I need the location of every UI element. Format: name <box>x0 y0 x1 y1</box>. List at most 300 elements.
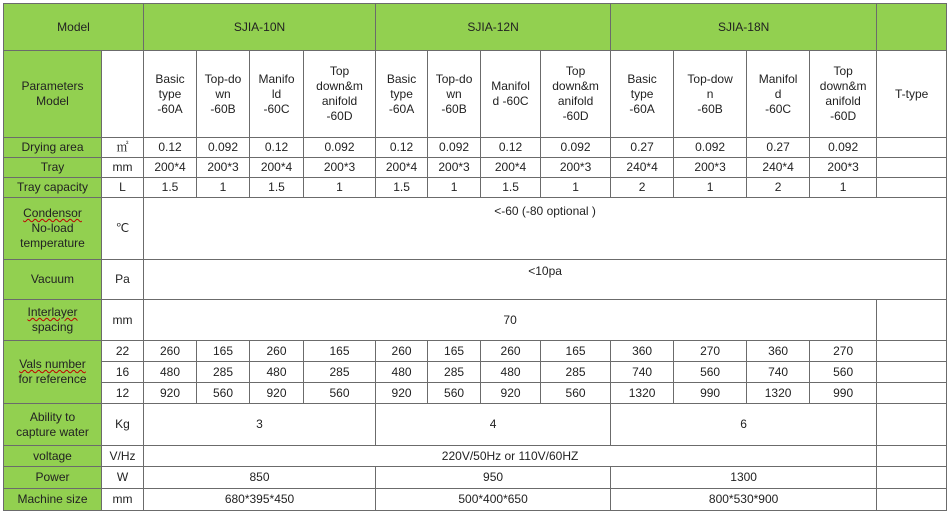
vacuum-value-text: <10pa <box>528 264 562 278</box>
drying-area-value <box>810 138 877 158</box>
voltage-value-text: 220V/50Hz or 110V/60HZ <box>441 448 579 463</box>
tray-label-text: Tray <box>40 160 65 174</box>
vial-count-text: 920 <box>266 385 287 400</box>
tray-value <box>481 158 541 178</box>
vial-count-text: 285 <box>444 364 465 379</box>
tray-value-text: 200*3 <box>827 160 859 174</box>
vial-count-text: 480 <box>500 364 521 379</box>
vial-count <box>376 341 428 362</box>
vial-count-text: 360 <box>768 343 789 358</box>
variant-label-line: Manifol <box>758 71 798 86</box>
drying-area-value-text: 0.27 <box>630 140 654 154</box>
vial-count <box>428 383 481 404</box>
tray-capacity-t-empty <box>877 178 947 198</box>
vial-count <box>376 362 428 383</box>
vial-count-text: 165 <box>444 343 465 358</box>
model-name: SJIA-18N <box>717 19 770 34</box>
machine-size-value-text: 680*395*450 <box>224 492 295 506</box>
variant-label-line: Top <box>565 64 586 78</box>
tray-value <box>197 158 250 178</box>
capture-water-label <box>4 404 102 446</box>
tray-value-text: 200*4 <box>260 160 293 174</box>
condensor-label-line: temperature <box>20 236 85 250</box>
tray-capacity-value <box>541 178 611 198</box>
vial-count-text: 480 <box>391 364 412 379</box>
capture-water-value <box>144 404 376 446</box>
variant-label-line: Manifol <box>491 79 530 93</box>
tray-unit-text: mm <box>112 160 133 174</box>
vials-t-empty <box>877 341 947 362</box>
vial-count-text: 560 <box>565 385 586 400</box>
vial-size-text: 12 <box>115 385 130 400</box>
vial-count <box>747 383 810 404</box>
tray-value <box>144 158 197 178</box>
params-label <box>4 51 102 138</box>
vial-count <box>541 383 611 404</box>
variant-3 <box>304 51 376 138</box>
table-row <box>4 446 947 467</box>
interlayer-label <box>4 300 102 341</box>
variant-label-line: -60A <box>629 101 655 116</box>
vial-size-text: 16 <box>115 364 130 379</box>
power-label-text: Power <box>35 470 70 484</box>
drying-area-value-text: 0.12 <box>264 140 289 154</box>
variant-label-line: wn <box>215 86 231 101</box>
variant-11 <box>810 51 877 138</box>
tray-value-text: 200*3 <box>323 160 356 174</box>
vial-count <box>481 341 541 362</box>
tray-value-text: 240*4 <box>762 160 794 174</box>
variant-label-line: Basic <box>386 71 417 86</box>
vial-count <box>747 362 810 383</box>
variant-6 <box>481 51 541 138</box>
vial-count <box>674 383 747 404</box>
table-row <box>4 341 947 362</box>
power-value <box>144 467 376 489</box>
machine-size-value-text: 500*400*650 <box>458 492 528 506</box>
variant-label-line: -60D <box>562 109 589 123</box>
power-value-text: 850 <box>249 470 270 484</box>
capture-water-value <box>376 404 611 446</box>
condensor-value-text: <-60 (-80 optional ) <box>494 204 596 218</box>
machine-size-unit <box>102 489 144 511</box>
vial-count <box>674 341 747 362</box>
power-value <box>376 467 611 489</box>
tray-capacity-label-text: Tray capacity <box>17 180 88 194</box>
vial-count-text: 165 <box>565 343 586 358</box>
vial-count <box>541 362 611 383</box>
drying-area-label-text: Drying area <box>21 140 84 154</box>
tray-value-text: 200*4 <box>494 160 527 174</box>
power-unit <box>102 467 144 489</box>
tray-unit <box>102 158 144 178</box>
drying-area-unit-text: ㎡ <box>116 140 129 154</box>
model-name-2 <box>611 4 877 51</box>
vial-count-text: 480 <box>266 364 287 379</box>
vacuum-label <box>4 260 102 300</box>
t-type-cell <box>877 51 947 138</box>
t-type-label: T-type <box>894 86 929 101</box>
vial-count <box>250 341 304 362</box>
vial-count <box>810 341 877 362</box>
vial-count-text: 165 <box>329 343 350 358</box>
drying-area-value <box>197 138 250 158</box>
tray-value-text: 200*3 <box>559 160 592 174</box>
variant-0 <box>144 51 197 138</box>
vial-size <box>102 341 144 362</box>
vial-count <box>197 341 250 362</box>
vial-count-text: 990 <box>700 385 721 400</box>
vial-count-text: 740 <box>632 364 653 379</box>
variant-label-line: n <box>706 86 714 101</box>
capture-water-label-line: Ability to <box>29 409 76 424</box>
model-header-label <box>4 4 144 51</box>
tray-capacity-value-text: 1 <box>839 180 847 194</box>
condensor-label-line: Condensor <box>23 206 82 220</box>
tray-value <box>611 158 674 178</box>
tray-capacity-value <box>674 178 747 198</box>
power-value-text: 1300 <box>730 470 757 484</box>
capture-water-value-text: 6 <box>740 417 747 431</box>
variant-7 <box>541 51 611 138</box>
voltage-unit <box>102 446 144 467</box>
drying-area-value <box>481 138 541 158</box>
condensor-label <box>4 198 102 260</box>
tray-capacity-value <box>197 178 250 198</box>
interlayer-value <box>144 300 877 341</box>
variant-label-line: Basic <box>627 71 657 86</box>
tray-capacity-value <box>428 178 481 198</box>
tray-value <box>541 158 611 178</box>
variant-label-line: Top-dow <box>687 71 733 86</box>
vials-t-empty <box>877 383 947 404</box>
table-row <box>4 158 947 178</box>
drying-area-value <box>304 138 376 158</box>
power-value-text: 950 <box>483 470 504 484</box>
tray-value <box>304 158 376 178</box>
capture-water-value <box>611 404 877 446</box>
tray-capacity-value-text: 1 <box>572 180 579 194</box>
drying-area-value-text: 0.092 <box>560 140 591 154</box>
variant-label-line: anifold <box>321 94 358 108</box>
tray-capacity-unit-text: L <box>119 180 126 194</box>
tray-value-text: 200*4 <box>154 160 186 174</box>
voltage-value <box>144 446 877 467</box>
model-name-1 <box>376 4 611 51</box>
tray-capacity-value-text: 2 <box>774 180 782 194</box>
params-label-line: Parameters <box>21 79 84 93</box>
drying-area-value <box>611 138 674 158</box>
variant-label-line: wn <box>446 86 462 101</box>
vial-count-text: 920 <box>391 385 412 400</box>
voltage-label <box>4 446 102 467</box>
vial-size <box>102 383 144 404</box>
condensor-unit-text: ℃ <box>115 221 130 235</box>
variant-label-line: type <box>390 86 413 101</box>
interlayer-unit <box>102 300 144 341</box>
capture-water-unit-text: Kg <box>115 417 130 431</box>
table-row <box>4 467 947 489</box>
table-row <box>4 4 947 51</box>
drying-area-value <box>541 138 611 158</box>
table-row <box>4 383 947 404</box>
variant-label-line: down&m <box>552 79 599 93</box>
table-row <box>4 260 947 300</box>
vial-count-text: 285 <box>329 364 350 379</box>
variant-label-line: anifold <box>825 94 861 108</box>
variant-label-line: down&m <box>819 79 867 93</box>
vials-label <box>4 341 102 404</box>
vial-count <box>197 383 250 404</box>
variant-label-line: -60A <box>157 101 183 116</box>
power-t-empty <box>877 467 947 489</box>
variant-label-line: Top <box>833 64 853 78</box>
machine-size-value <box>376 489 611 511</box>
vial-count <box>481 383 541 404</box>
tray-value <box>674 158 747 178</box>
table-row <box>4 51 947 138</box>
drying-area-t-empty <box>877 138 947 158</box>
vial-count-text: 260 <box>391 343 412 358</box>
variant-label-line: Top-do <box>435 71 473 86</box>
table-row <box>4 489 947 511</box>
tray-capacity-unit <box>102 178 144 198</box>
variant-9 <box>674 51 747 138</box>
vial-count <box>611 341 674 362</box>
tray-capacity-value-text: 1 <box>706 180 714 194</box>
variant-label-line: d -60C <box>492 94 529 108</box>
drying-area-value-text: 0.27 <box>766 140 790 154</box>
machine-size-value <box>144 489 376 511</box>
variant-label-line: -60A <box>388 101 415 116</box>
interlayer-unit-text: mm <box>112 312 133 327</box>
voltage-label-text: voltage <box>33 448 72 463</box>
vial-count-text: 740 <box>768 364 789 379</box>
tray-capacity-value-text: 1 <box>450 180 458 194</box>
params-unit-empty <box>102 51 144 138</box>
vial-count-text: 1320 <box>764 385 792 400</box>
table-row <box>4 198 947 260</box>
vacuum-label-text: Vacuum <box>30 272 75 286</box>
machine-size-label <box>4 489 102 511</box>
drying-area-value <box>428 138 481 158</box>
machine-size-value <box>611 489 877 511</box>
vial-count-text: 260 <box>159 343 181 358</box>
tray-capacity-value <box>376 178 428 198</box>
variant-label-line: Top-do <box>204 71 242 86</box>
tray-value <box>376 158 428 178</box>
tray-capacity-value-text: 1.5 <box>161 180 179 194</box>
spec-table-body <box>4 4 947 511</box>
vial-count <box>144 383 197 404</box>
capture-water-label-line: capture water <box>16 424 89 439</box>
vials-label-line: Vals number <box>19 357 86 371</box>
condensor-label-line: No-load <box>31 221 74 235</box>
table-row <box>4 178 947 198</box>
drying-area-value <box>747 138 810 158</box>
tray-capacity-value-text: 1.5 <box>502 180 519 194</box>
variant-label-line: -60B <box>697 101 723 116</box>
vial-count-text: 1320 <box>628 385 656 400</box>
model-name: SJIA-12N <box>467 19 519 34</box>
variant-label-line: -60B <box>441 101 467 116</box>
variant-8 <box>611 51 674 138</box>
vial-count <box>428 362 481 383</box>
tray-value <box>810 158 877 178</box>
tray-value-text: 200*4 <box>385 160 418 174</box>
power-value <box>611 467 877 489</box>
table-row <box>4 300 947 341</box>
drying-area-value <box>250 138 304 158</box>
vial-count <box>376 383 428 404</box>
drying-area-value-text: 0.092 <box>324 140 355 154</box>
condensor-unit <box>102 198 144 260</box>
vial-count-text: 560 <box>212 385 234 400</box>
model-name: SJIA-10N <box>233 19 286 34</box>
vial-count-text: 560 <box>329 385 350 400</box>
variant-label-line: type <box>158 86 182 101</box>
power-unit-text: W <box>116 470 129 484</box>
params-label-line: Model <box>36 94 69 108</box>
drying-area-value-text: 0.092 <box>695 140 726 154</box>
drying-area-value-text: 0.12 <box>498 140 523 154</box>
tray-value-text: 200*3 <box>207 160 239 174</box>
vial-count <box>611 362 674 383</box>
vial-count <box>304 341 376 362</box>
tray-capacity-value-text: 2 <box>638 180 646 194</box>
vial-count-text: 560 <box>700 364 721 379</box>
vial-count-text: 285 <box>212 364 234 379</box>
tray-capacity-value <box>144 178 197 198</box>
variant-5 <box>428 51 481 138</box>
vial-count-text: 560 <box>444 385 465 400</box>
vial-count-text: 270 <box>833 343 854 358</box>
tray-value <box>747 158 810 178</box>
condensor-value <box>144 198 947 260</box>
tray-label <box>4 158 102 178</box>
variant-label-line: d <box>774 86 782 101</box>
variant-label-line: -60C <box>263 101 290 116</box>
capture-water-t-empty <box>877 404 947 446</box>
vial-size-text: 22 <box>115 343 130 358</box>
variant-4 <box>376 51 428 138</box>
vial-count <box>250 362 304 383</box>
variant-label-line: -60B <box>210 101 236 116</box>
vial-count-text: 920 <box>159 385 181 400</box>
voltage-unit-text: V/Hz <box>109 448 136 463</box>
machine-size-label-text: Machine size <box>17 492 88 506</box>
vial-count-text: 360 <box>632 343 653 358</box>
table-row <box>4 362 947 383</box>
tray-t-empty <box>877 158 947 178</box>
tray-value-text: 200*3 <box>694 160 726 174</box>
capture-water-value-text: 4 <box>489 417 497 431</box>
drying-area-value <box>144 138 197 158</box>
variant-label-line: Manifo <box>258 71 295 86</box>
model-label: Model <box>57 19 90 34</box>
vacuum-unit-text: Pa <box>115 272 130 286</box>
table-row <box>4 138 947 158</box>
vial-count <box>810 383 877 404</box>
variant-label-line: ld <box>271 86 282 101</box>
capture-water-value-text: 3 <box>256 417 263 431</box>
tray-capacity-value-text: 1.5 <box>393 180 410 194</box>
drying-area-value-text: 0.12 <box>158 140 182 154</box>
drying-area-value-text: 0.092 <box>207 140 239 154</box>
machine-size-unit-text: mm <box>112 492 133 506</box>
tray-capacity-value <box>481 178 541 198</box>
tray-capacity-value-text: 1.5 <box>268 180 285 194</box>
variant-label-line: -60C <box>765 101 792 116</box>
vial-count <box>144 362 197 383</box>
tray-value <box>428 158 481 178</box>
variant-label-line: Basic <box>155 71 185 86</box>
tray-capacity-value <box>304 178 376 198</box>
vial-count <box>481 362 541 383</box>
drying-area-value-text: 0.092 <box>439 140 470 154</box>
vial-count <box>304 362 376 383</box>
drying-area-label <box>4 138 102 158</box>
variant-10 <box>747 51 810 138</box>
vial-count-text: 560 <box>833 364 854 379</box>
drying-area-unit <box>102 138 144 158</box>
tray-value <box>250 158 304 178</box>
vacuum-value <box>144 260 947 300</box>
power-label <box>4 467 102 489</box>
variant-label-line: -60D <box>326 109 353 123</box>
tray-capacity-value-text: 1 <box>219 180 227 194</box>
tray-capacity-value <box>810 178 877 198</box>
table-row <box>4 404 947 446</box>
vials-t-empty <box>877 362 947 383</box>
vial-size <box>102 362 144 383</box>
tray-capacity-label <box>4 178 102 198</box>
vial-count <box>428 341 481 362</box>
vial-count <box>144 341 197 362</box>
vial-count <box>304 383 376 404</box>
variant-2 <box>250 51 304 138</box>
variant-label-line: anifold <box>557 94 594 108</box>
variant-label-line: Top <box>329 64 350 78</box>
drying-area-value-text: 0.12 <box>389 140 414 154</box>
vial-count <box>747 341 810 362</box>
tray-capacity-value <box>747 178 810 198</box>
vial-count <box>197 362 250 383</box>
variant-1 <box>197 51 250 138</box>
drying-area-value <box>376 138 428 158</box>
machine-size-t-empty <box>877 489 947 511</box>
vial-count <box>250 383 304 404</box>
interlayer-label-line: Interlayer <box>27 305 78 319</box>
vacuum-unit <box>102 260 144 300</box>
vial-count-text: 270 <box>700 343 721 358</box>
drying-area-value <box>674 138 747 158</box>
header-filler <box>877 4 947 51</box>
variant-label-line: -60D <box>830 109 857 123</box>
vial-count-text: 260 <box>266 343 287 358</box>
tray-capacity-value <box>611 178 674 198</box>
interlayer-value-text: 70 <box>503 312 517 327</box>
tray-value-text: 200*3 <box>438 160 470 174</box>
tray-capacity-value-text: 1 <box>336 180 343 194</box>
vial-count-text: 285 <box>565 364 586 379</box>
vial-count <box>611 383 674 404</box>
vials-label-line: for reference <box>18 372 87 386</box>
vial-count <box>674 362 747 383</box>
capture-water-unit <box>102 404 144 446</box>
voltage-t-empty <box>877 446 947 467</box>
vial-count-text: 990 <box>833 385 854 400</box>
